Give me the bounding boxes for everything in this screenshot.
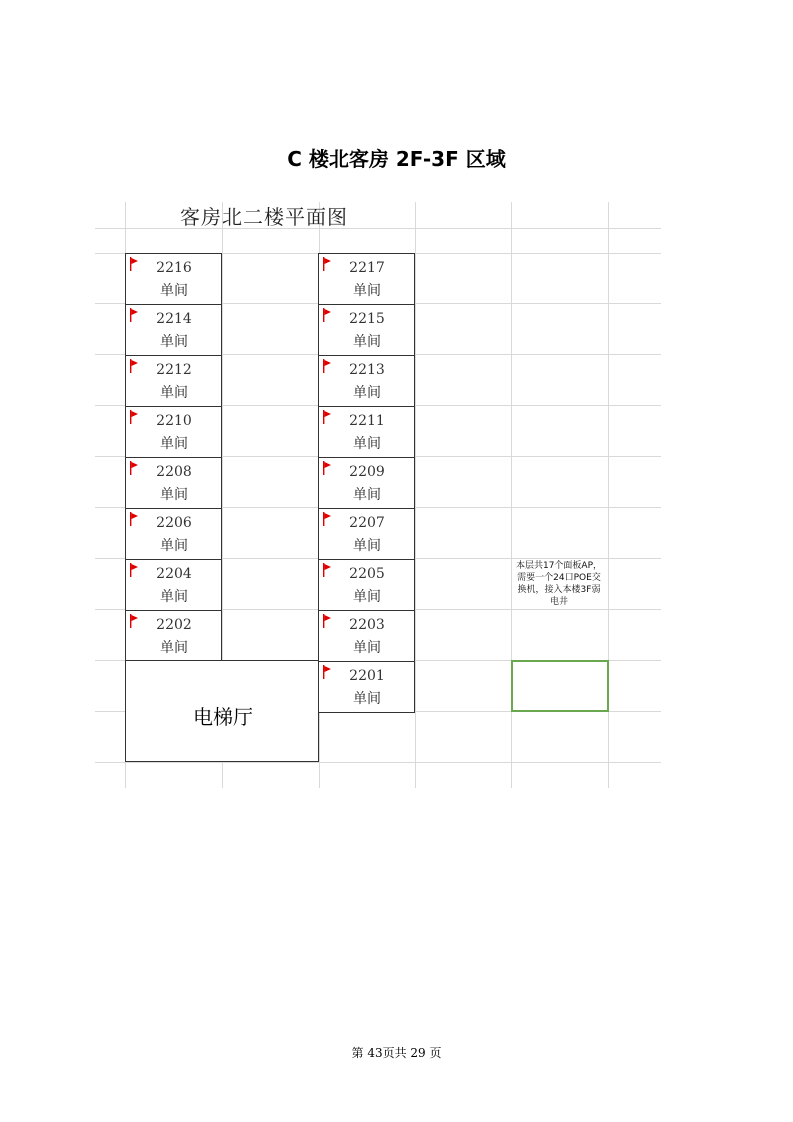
grid-line [415,202,416,788]
room-cell [125,304,222,356]
page-footer: 第 43页共 29 页 [351,1046,442,1060]
room-number: 2215 [349,311,385,327]
room-cell [318,508,415,560]
room-type: 单间 [353,691,381,707]
room-cell [125,508,222,560]
room-cell [318,559,415,611]
room-cell [125,559,222,611]
room-number: 2211 [349,413,385,429]
room-type: 单间 [353,538,381,554]
room-cell [125,253,222,305]
room-type: 单间 [160,640,188,656]
room-cell [318,610,415,662]
room-number: 2212 [156,362,192,378]
elevator-hall-label: 电梯厅 [193,705,253,729]
room-number: 2213 [349,362,385,378]
room-number: 2210 [156,413,192,429]
grid-line [95,762,661,763]
room-cell [318,661,415,713]
note-line: 电井 [549,597,568,607]
room-type: 单间 [353,436,381,452]
floor-plan-title: 客房北二楼平面图 [180,205,348,229]
room-type: 单间 [353,334,381,350]
room-type: 单间 [353,487,381,503]
room-type: 单间 [160,385,188,401]
room-cell [125,355,222,407]
note-line: 需要一个24口POE交 [517,573,601,583]
room-number: 2217 [349,260,385,276]
room-number: 2207 [349,515,385,531]
room-type: 单间 [353,640,381,656]
room-cell [125,457,222,509]
room-type: 单间 [353,385,381,401]
room-number: 2201 [349,668,385,684]
room-type: 单间 [160,589,188,605]
room-type: 单间 [160,538,188,554]
room-type: 单间 [160,334,188,350]
room-number: 2204 [156,566,192,582]
room-cell [318,304,415,356]
room-number: 2203 [349,617,385,633]
room-cell [318,355,415,407]
room-number: 2208 [156,464,192,480]
room-type: 单间 [353,283,381,299]
room-type: 单间 [160,436,188,452]
room-cell [318,253,415,305]
room-number: 2216 [156,260,192,276]
room-type: 单间 [160,487,188,503]
room-type: 单间 [353,589,381,605]
room-number: 2202 [156,617,192,633]
room-type: 单间 [160,283,188,299]
room-cell [318,406,415,458]
room-cell [318,457,415,509]
room-cell [125,610,222,662]
room-number: 2206 [156,515,192,531]
corridor-column [222,253,319,660]
page-title: C 楼北客房 2F-3F 区域 [287,147,506,171]
room-number: 2205 [349,566,385,582]
note-line: 本层共17个面板AP， [515,561,603,571]
note-line: 换机，接入本楼3F弱 [517,585,601,595]
selected-cell[interactable] [511,660,609,712]
switch-note [508,560,610,608]
room-cell [125,406,222,458]
elevator-hall [125,660,319,762]
room-number: 2214 [156,311,192,327]
room-number: 2209 [349,464,385,480]
